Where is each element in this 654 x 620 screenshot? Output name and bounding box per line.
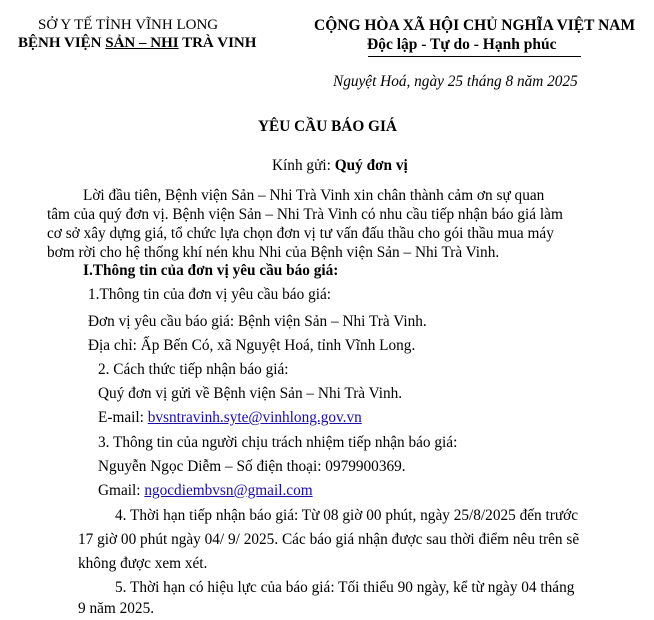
intro-line: bơm rời cho hệ thống khí nén khu Nhi của Bệnh viện Sản – Nhi Trà Vinh. bbox=[47, 244, 500, 261]
email-label: E-mail: bbox=[98, 409, 148, 426]
national-title: CỘNG HÒA XÃ HỘI CHỦ NGHĨA VIỆT NAM bbox=[314, 17, 636, 34]
item2-heading: 2. Cách thức tiếp nhận báo giá: bbox=[98, 361, 289, 378]
item5-line1: 5. Thời hạn có hiệu lực của báo giá: Tối thiểu 90 ngày, kể từ ngày 04 tháng bbox=[115, 579, 575, 596]
document-date: Nguyệt Hoá, ngày 25 tháng 8 năm 2025 bbox=[333, 73, 578, 90]
section1-heading: I.Thông tin của đơn vị yêu cầu báo giá: bbox=[83, 262, 339, 279]
item1-address: Địa chỉ: Ấp Bến Có, xã Nguyệt Hoá, tỉnh Vĩnh Long. bbox=[88, 337, 416, 354]
hospital-name-underlined: SẢN – NHI bbox=[105, 35, 179, 51]
intro-line: tâm của quý đơn vị. Bệnh viện Sản – Nhi Trà Vinh có nhu cầu tiếp nhận báo giá làm bbox=[47, 206, 563, 223]
item3-gmail-row bbox=[98, 482, 313, 500]
issuing-department: SỞ Y TẾ TỈNH VĨNH LONG bbox=[38, 17, 219, 33]
hospital-name-post: TRÀ VINH bbox=[178, 35, 257, 51]
item1-unit: Đơn vị yêu cầu báo giá: Bệnh viện Sản – Nhi Trà Vinh. bbox=[88, 313, 427, 330]
gmail-label: Gmail: bbox=[98, 482, 145, 499]
item4-line1: 4. Thời hạn tiếp nhận báo giá: Từ 08 giờ 00 phút, ngày 25/8/2025 đến trước bbox=[115, 507, 579, 524]
intro-line: cơ sở xây dựng giá, tổ chức lựa chọn đơn vị tư vấn đấu thầu cho gói thầu mua máy bbox=[47, 225, 554, 242]
item4-line2: 17 giờ 00 phút ngày 04/ 9/ 2025. Các báo giá nhận được sau thời điểm nêu trên sẽ bbox=[78, 531, 580, 548]
item2-email-row bbox=[98, 409, 362, 427]
email-link[interactable]: bvsntravinh.syte@vinhlong.gov.vn bbox=[147, 409, 362, 426]
greeting-recipient: Quý đơn vị bbox=[334, 157, 408, 174]
intro-paragraph-cont bbox=[47, 205, 585, 262]
item3-heading: 3. Thông tin của người chịu trách nhiệm tiếp nhận báo giá: bbox=[98, 434, 458, 451]
item5-line2: 9 năm 2025. bbox=[78, 600, 155, 617]
gmail-link[interactable]: ngocdiembvsn@gmail.com bbox=[144, 482, 313, 499]
item4-line3: không được xem xét. bbox=[78, 555, 208, 572]
greeting bbox=[272, 157, 408, 175]
item3-person: Nguyễn Ngọc Diễm – Số điện thoại: 0979900369. bbox=[98, 458, 406, 475]
greeting-label: Kính gửi: bbox=[272, 157, 335, 174]
hospital-name-pre: BỆNH VIỆN bbox=[18, 35, 106, 51]
intro-line: Lời đầu tiên, Bệnh viện Sản – Nhi Trà Vinh xin chân thành cảm ơn sự quan bbox=[83, 187, 545, 204]
intro-paragraph bbox=[83, 186, 621, 205]
hospital-name bbox=[18, 35, 256, 52]
national-motto: Độc lập - Tự do - Hạnh phúc bbox=[367, 36, 557, 53]
item2-text: Quý đơn vị gửi về Bệnh viện Sản – Nhi Trà Vinh. bbox=[98, 385, 403, 402]
document-title: YÊU CẦU BÁO GIÁ bbox=[258, 118, 397, 135]
item1-heading: 1.Thông tin của đơn vị yêu cầu báo giá: bbox=[88, 286, 332, 303]
motto-underline bbox=[368, 56, 581, 57]
